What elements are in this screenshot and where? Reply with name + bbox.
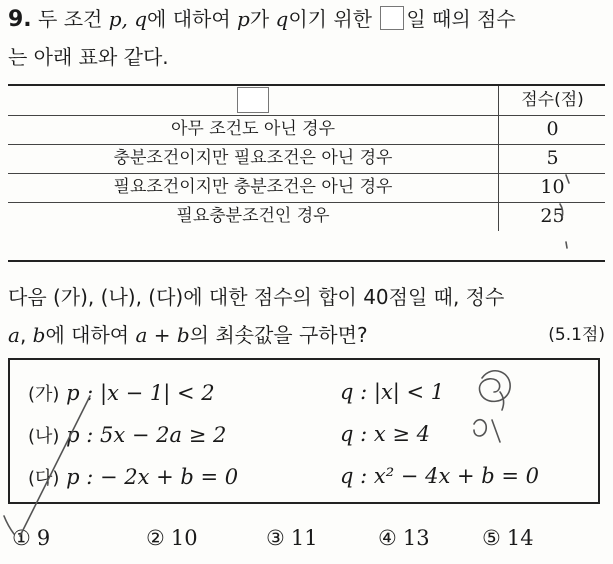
tag-ga: (가) [28,384,60,405]
row-score: 25 [498,202,606,231]
row-score: 5 [498,144,606,173]
expr-a-plus-b: a + b [135,323,190,347]
header-score: 점수(점) [498,86,606,115]
choice-value: 11 [290,526,318,550]
choice-5[interactable] [482,526,534,550]
row-score: 10 [498,173,606,202]
problem-line-2: 는 아래 표와 같다. [8,45,169,69]
condition-na-p [28,422,226,448]
cond-q: q : |x| < 1 [340,380,445,404]
tag-na: (나) [28,426,60,447]
problem-math-pq: p, q [108,7,148,31]
blank-box [380,6,404,30]
cond-p: p : − 2x + b = 0 [66,465,239,489]
var-a: a [8,323,20,347]
table-row [8,144,605,174]
problem-number: 9. [8,7,32,32]
table-row [8,115,605,145]
points-label: (5.1점) [548,325,605,345]
row-condition: 필요충분조건인 경우 [176,206,330,226]
question-text-post: 의 최솟값을 구하면? [189,323,368,347]
cond-q: q : x ≥ 4 [340,422,431,446]
problem-text-post: 일 때의 점수 [406,7,516,31]
problem-math-q: q [275,7,289,31]
problem-line-1 [8,6,516,33]
tag-da: (다) [28,468,60,489]
condition-ga-p [28,380,215,406]
header-condition-cell [8,86,498,115]
problem-text-mid2: 가 [249,7,276,31]
choice-value: 10 [170,526,198,550]
choice-number: ② [146,526,165,550]
var-b: b [32,323,46,347]
row-condition: 아무 조건도 아닌 경우 [170,119,335,139]
choice-value: 14 [506,526,534,550]
question-line-1: 다음 (가), (나), (다)에 대한 점수의 합이 40점일 때, 정수 [8,285,505,309]
problem-math-p: p [237,7,250,31]
table-row [8,173,605,203]
conditions-box [8,358,600,504]
header-blank-box [237,87,269,113]
table-header-row [8,86,605,116]
question-text-mid: 에 대하여 [45,323,136,347]
choice-2[interactable] [146,526,198,550]
question-line-2 [8,322,605,348]
table-row [8,202,605,231]
choice-number: ④ [378,526,397,550]
choice-1[interactable] [12,526,50,550]
row-condition: 필요조건이지만 충분조건은 아닌 경우 [113,177,393,197]
choice-4[interactable] [378,526,430,550]
cond-q: q : x² − 4x + b = 0 [340,464,539,488]
sep: , [19,323,33,347]
score-table [8,84,605,262]
choice-value: 9 [36,526,51,550]
choice-number: ⑤ [482,526,501,550]
cond-p: p : 5x − 2a ≥ 2 [66,423,227,447]
answer-choices [8,526,608,556]
choice-number: ③ [266,526,285,550]
condition-da-p [28,464,238,490]
problem-text-mid1: 에 대하여 [147,7,238,31]
row-score: 0 [498,115,606,144]
cond-p: p : |x − 1| < 2 [66,381,215,405]
problem-text-pre: 두 조건 [38,7,109,31]
choice-3[interactable] [266,526,318,550]
problem-text-mid3: 이기 위한 [288,7,379,31]
row-condition: 충분조건이지만 필요조건은 아닌 경우 [113,148,393,168]
choice-value: 13 [402,526,430,550]
choice-number: ① [12,526,31,550]
